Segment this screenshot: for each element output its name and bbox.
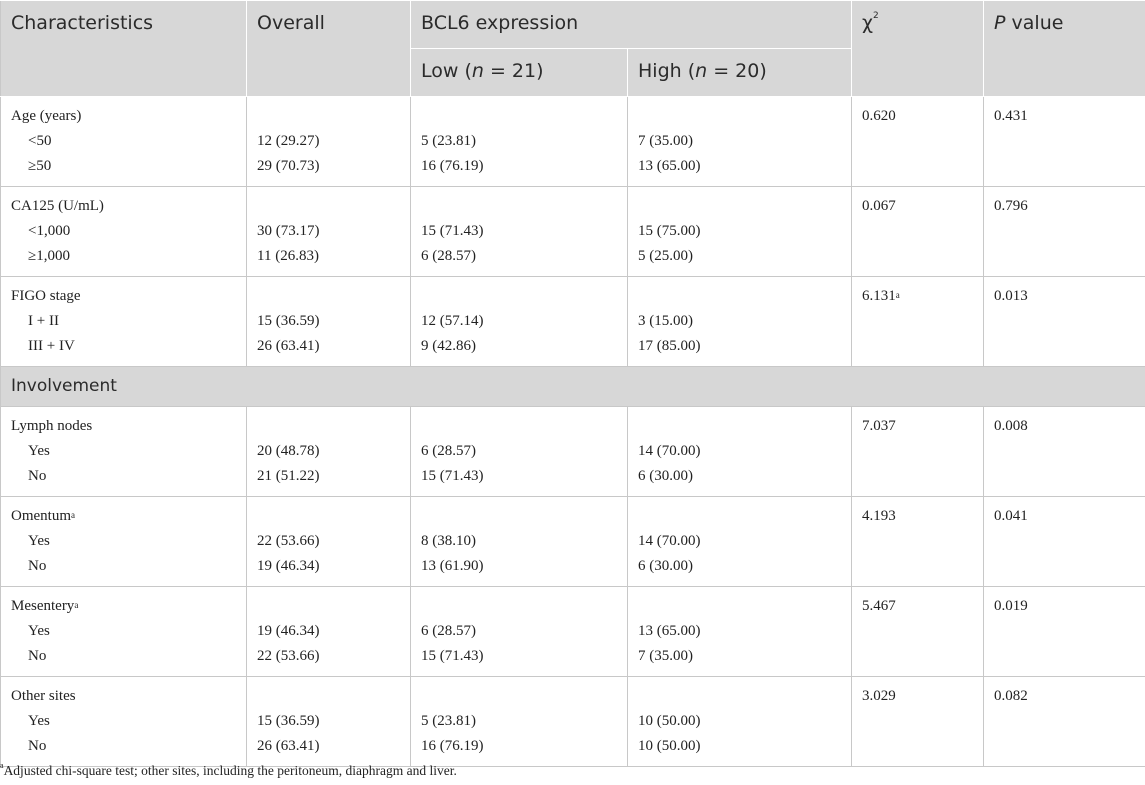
p-value: 0.019 bbox=[994, 598, 1028, 614]
header-low bbox=[411, 49, 628, 97]
overall-cell bbox=[247, 587, 411, 677]
low-value: 15 (71.43) bbox=[421, 223, 484, 239]
row-label: <1,000 bbox=[28, 223, 71, 239]
low-cell bbox=[411, 277, 628, 367]
p-value-cell bbox=[984, 407, 1145, 497]
low-value: 15 (71.43) bbox=[421, 648, 484, 664]
chi-superscript: 2 bbox=[873, 11, 879, 21]
spacer bbox=[421, 687, 617, 712]
high-value: 13 (65.00) bbox=[638, 623, 701, 639]
high-value: 5 (25.00) bbox=[638, 248, 693, 264]
group-label-text: Age (years) bbox=[11, 108, 82, 124]
low-cell bbox=[411, 97, 628, 187]
row-label: No bbox=[28, 468, 47, 484]
spacer bbox=[638, 197, 841, 222]
group-label-text: FIGO stage bbox=[11, 288, 81, 304]
spacer bbox=[257, 287, 400, 312]
p-value-cell bbox=[984, 497, 1145, 587]
chi-line bbox=[862, 107, 973, 132]
overall-value: 26 (63.41) bbox=[257, 338, 320, 354]
low-value: 6 (28.57) bbox=[421, 623, 476, 639]
header-chi-square bbox=[852, 1, 984, 97]
group-label bbox=[11, 687, 236, 712]
p-italic: P bbox=[994, 12, 1006, 34]
p-value: 0.008 bbox=[994, 418, 1028, 434]
high-cell bbox=[628, 97, 852, 187]
chi-value: 0.067 bbox=[862, 198, 896, 214]
row-label: No bbox=[28, 648, 47, 664]
high-value: 7 (35.00) bbox=[638, 648, 693, 664]
table-row bbox=[1, 187, 1145, 277]
footnote-text: Adjusted chi-square test; other sites, including the peritoneum, diaphragm and liver. bbox=[3, 763, 457, 778]
overall-value: 22 (53.66) bbox=[257, 533, 320, 549]
row-label: I + II bbox=[28, 313, 59, 329]
chi-value: 6.131 bbox=[862, 288, 896, 304]
section-row bbox=[1, 367, 1145, 407]
low-value: 13 (61.90) bbox=[421, 558, 484, 574]
chi-line bbox=[862, 287, 973, 312]
p-value-cell bbox=[984, 587, 1145, 677]
group-label bbox=[11, 417, 236, 442]
spacer bbox=[421, 507, 617, 532]
low-cell bbox=[411, 187, 628, 277]
spacer bbox=[421, 417, 617, 442]
spacer bbox=[421, 107, 617, 132]
low-cell bbox=[411, 587, 628, 677]
overall-cell bbox=[247, 277, 411, 367]
chi-symbol: χ bbox=[862, 12, 873, 34]
overall-value: 19 (46.34) bbox=[257, 558, 320, 574]
overall-cell bbox=[247, 187, 411, 277]
characteristic-cell bbox=[1, 497, 247, 587]
overall-value: 19 (46.34) bbox=[257, 623, 320, 639]
table-row bbox=[1, 497, 1145, 587]
high-cell bbox=[628, 587, 852, 677]
group-label-text: Other sites bbox=[11, 688, 76, 704]
chi-square-cell bbox=[852, 187, 984, 277]
p-value-cell bbox=[984, 187, 1145, 277]
spacer bbox=[421, 287, 617, 312]
high-value: 6 (30.00) bbox=[638, 468, 693, 484]
high-n: n bbox=[695, 60, 708, 82]
p-value-cell bbox=[984, 277, 1145, 367]
spacer bbox=[421, 197, 617, 222]
characteristic-cell bbox=[1, 97, 247, 187]
overall-value: 22 (53.66) bbox=[257, 648, 320, 664]
p-value: 0.082 bbox=[994, 688, 1028, 704]
table-row bbox=[1, 277, 1145, 367]
high-cell bbox=[628, 277, 852, 367]
low-value: 8 (38.10) bbox=[421, 533, 476, 549]
chi-square-cell bbox=[852, 497, 984, 587]
group-label bbox=[11, 597, 236, 622]
row-label: ≥1,000 bbox=[28, 248, 70, 264]
high-value: 10 (50.00) bbox=[638, 738, 701, 754]
table-row bbox=[1, 407, 1145, 497]
overall-value: 26 (63.41) bbox=[257, 738, 320, 754]
overall-value: 15 (36.59) bbox=[257, 713, 320, 729]
high-cell bbox=[628, 677, 852, 767]
overall-cell bbox=[247, 497, 411, 587]
table-row bbox=[1, 587, 1145, 677]
p-value-cell bbox=[984, 677, 1145, 767]
row-label: <50 bbox=[28, 133, 52, 149]
p-value: 0.013 bbox=[994, 288, 1028, 304]
low-value: 5 (23.81) bbox=[421, 133, 476, 149]
low-prefix: Low ( bbox=[421, 60, 472, 82]
high-value: 10 (50.00) bbox=[638, 713, 701, 729]
characteristic-cell bbox=[1, 677, 247, 767]
high-suffix: = 20) bbox=[707, 60, 767, 82]
p-value: 0.041 bbox=[994, 508, 1028, 524]
group-label bbox=[11, 107, 236, 132]
spacer bbox=[421, 597, 617, 622]
section-involvement: Involvement bbox=[1, 367, 1145, 407]
chi-value: 3.029 bbox=[862, 688, 896, 704]
high-prefix: High ( bbox=[638, 60, 696, 82]
chi-square-cell bbox=[852, 407, 984, 497]
low-n: n bbox=[471, 60, 484, 82]
spacer bbox=[638, 597, 841, 622]
high-value: 14 (70.00) bbox=[638, 443, 701, 459]
chi-line bbox=[862, 597, 973, 622]
row-label: Yes bbox=[28, 623, 50, 639]
low-value: 15 (71.43) bbox=[421, 468, 484, 484]
low-value: 5 (23.81) bbox=[421, 713, 476, 729]
footnote bbox=[0, 763, 457, 779]
row-label: Yes bbox=[28, 533, 50, 549]
characteristic-cell bbox=[1, 187, 247, 277]
high-value: 13 (65.00) bbox=[638, 158, 701, 174]
chi-square-cell bbox=[852, 677, 984, 767]
header-characteristics: Characteristics bbox=[1, 1, 247, 97]
row-label: Yes bbox=[28, 443, 50, 459]
table-row bbox=[1, 677, 1145, 767]
characteristic-cell bbox=[1, 277, 247, 367]
p-value-label: value bbox=[1005, 12, 1064, 34]
header-p-value bbox=[984, 1, 1145, 97]
overall-value: 21 (51.22) bbox=[257, 468, 320, 484]
group-label bbox=[11, 507, 236, 532]
high-value: 7 (35.00) bbox=[638, 133, 693, 149]
low-value: 12 (57.14) bbox=[421, 313, 484, 329]
spacer bbox=[638, 107, 841, 132]
high-cell bbox=[628, 407, 852, 497]
row-label: Yes bbox=[28, 713, 50, 729]
overall-cell bbox=[247, 97, 411, 187]
spacer bbox=[257, 687, 400, 712]
spacer bbox=[257, 107, 400, 132]
characteristic-cell bbox=[1, 587, 247, 677]
chi-value-sup: a bbox=[895, 290, 900, 300]
row-label: No bbox=[28, 738, 47, 754]
high-cell bbox=[628, 497, 852, 587]
high-value: 14 (70.00) bbox=[638, 533, 701, 549]
overall-value: 30 (73.17) bbox=[257, 223, 320, 239]
spacer bbox=[638, 287, 841, 312]
chi-value: 7.037 bbox=[862, 418, 896, 434]
chi-square-cell bbox=[852, 587, 984, 677]
chi-line bbox=[862, 417, 973, 442]
overall-value: 29 (70.73) bbox=[257, 158, 320, 174]
high-value: 15 (75.00) bbox=[638, 223, 701, 239]
group-label-text: Mesentery bbox=[11, 598, 75, 614]
spacer bbox=[638, 417, 841, 442]
p-value-cell bbox=[984, 97, 1145, 187]
chi-value: 5.467 bbox=[862, 598, 896, 614]
spacer bbox=[638, 507, 841, 532]
low-value: 16 (76.19) bbox=[421, 738, 484, 754]
chi-square-cell bbox=[852, 277, 984, 367]
high-value: 3 (15.00) bbox=[638, 313, 693, 329]
table-row bbox=[1, 97, 1145, 187]
low-value: 16 (76.19) bbox=[421, 158, 484, 174]
high-value: 17 (85.00) bbox=[638, 338, 701, 354]
chi-line bbox=[862, 507, 973, 532]
group-label-sup: a bbox=[74, 600, 79, 610]
low-value: 9 (42.86) bbox=[421, 338, 476, 354]
group-label-text: Lymph nodes bbox=[11, 418, 93, 434]
overall-value: 15 (36.59) bbox=[257, 313, 320, 329]
spacer bbox=[257, 417, 400, 442]
p-value: 0.431 bbox=[994, 108, 1028, 124]
spacer bbox=[257, 597, 400, 622]
chi-line bbox=[862, 197, 973, 222]
overall-value: 20 (48.78) bbox=[257, 443, 320, 459]
spacer bbox=[257, 197, 400, 222]
footnote-marker: a bbox=[0, 761, 4, 770]
group-label-text: CA125 (U/mL) bbox=[11, 198, 104, 214]
row-label: III + IV bbox=[28, 338, 75, 354]
low-value: 6 (28.57) bbox=[421, 248, 476, 264]
p-value: 0.796 bbox=[994, 198, 1028, 214]
spacer bbox=[257, 507, 400, 532]
high-value: 6 (30.00) bbox=[638, 558, 693, 574]
chi-square-cell bbox=[852, 97, 984, 187]
row-label: No bbox=[28, 558, 47, 574]
header-high bbox=[628, 49, 852, 97]
overall-value: 11 (26.83) bbox=[257, 248, 319, 264]
high-cell bbox=[628, 187, 852, 277]
header-overall: Overall bbox=[247, 1, 411, 97]
spacer bbox=[638, 687, 841, 712]
group-label-text: Omentum bbox=[11, 508, 71, 524]
header-bcl6-expression: BCL6 expression bbox=[411, 1, 852, 49]
group-label bbox=[11, 287, 236, 312]
low-cell bbox=[411, 407, 628, 497]
group-label bbox=[11, 197, 236, 222]
overall-value: 12 (29.27) bbox=[257, 133, 320, 149]
low-value: 6 (28.57) bbox=[421, 443, 476, 459]
low-suffix: = 21) bbox=[483, 60, 544, 82]
chi-line bbox=[862, 687, 973, 712]
chi-value: 0.620 bbox=[862, 108, 896, 124]
overall-cell bbox=[247, 677, 411, 767]
low-cell bbox=[411, 497, 628, 587]
group-label-sup: a bbox=[71, 510, 75, 520]
low-cell bbox=[411, 677, 628, 767]
chi-value: 4.193 bbox=[862, 508, 896, 524]
characteristic-cell bbox=[1, 407, 247, 497]
overall-cell bbox=[247, 407, 411, 497]
row-label: ≥50 bbox=[28, 158, 52, 174]
